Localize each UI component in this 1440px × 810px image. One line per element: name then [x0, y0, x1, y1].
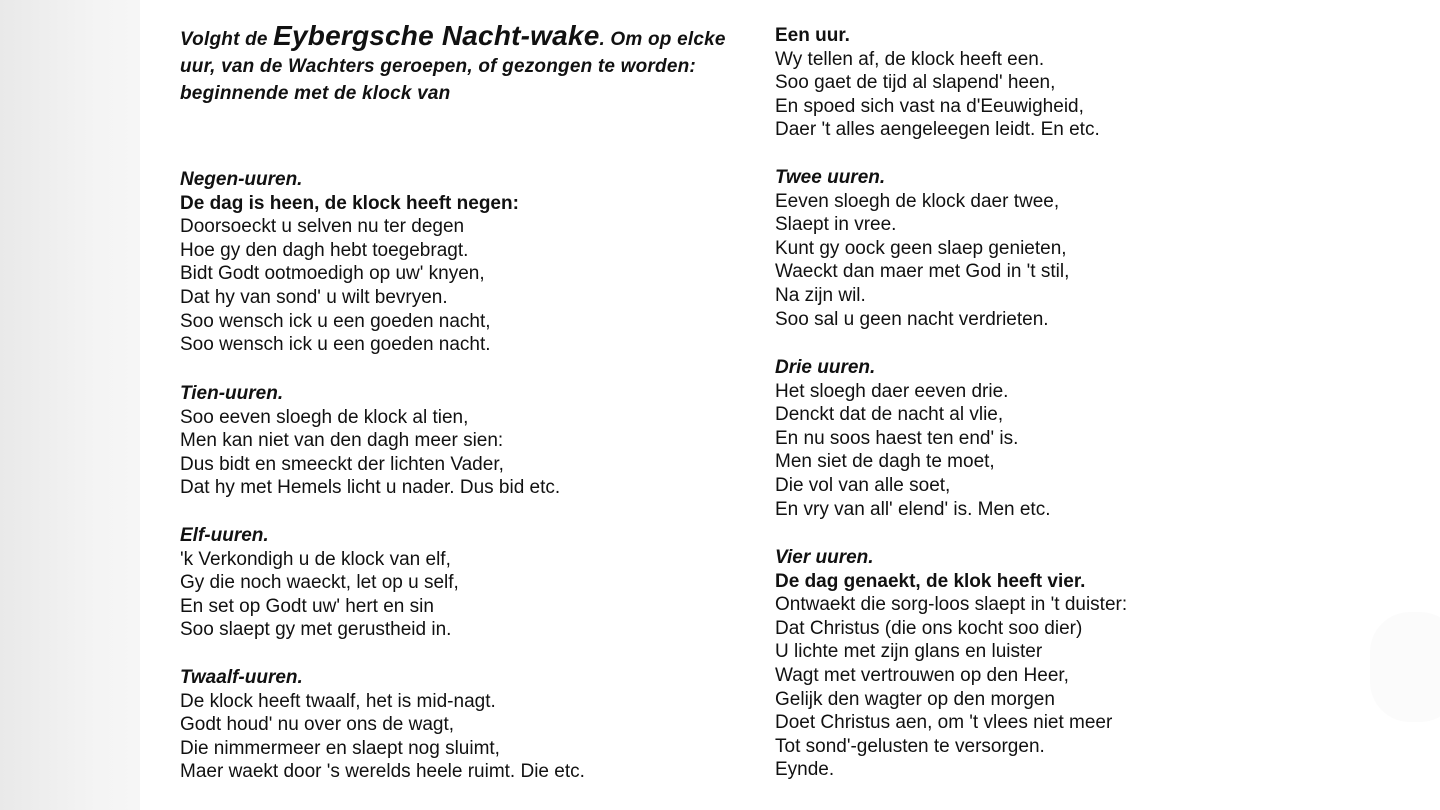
verse-line: Die vol van alle soet,: [775, 474, 951, 496]
verse-line: Doorsoeckt u selven nu ter degen: [180, 216, 465, 238]
intro-prefix: Volght de: [180, 29, 274, 50]
verse-elf-uuren: [180, 524, 459, 642]
verse-heading: Twee uuren.: [775, 167, 886, 188]
verse-heading: Twaalf-uuren.: [180, 667, 303, 688]
verse-line: De dag is heen, de klock heeft negen:: [180, 192, 519, 214]
verse-line: Wy tellen af, de klock heeft een.: [775, 48, 1045, 70]
verse-line: Kunt gy oock geen slaep genieten,: [775, 237, 1067, 259]
verse-line: De klock heeft twaalf, het is mid-nagt.: [180, 690, 496, 712]
verse-line: Soo sal u geen nacht verdrieten.: [775, 308, 1049, 330]
verse-tien-uuren: [180, 382, 560, 500]
verse-line: Die nimmermeer en slaept nog sluimt,: [180, 737, 500, 759]
verse-line: Godt houd' nu over ons de wagt,: [180, 714, 455, 736]
verse-line: Gelijk den wagter op den morgen: [775, 688, 1055, 710]
verse-line: En set op Godt uw' hert en sin: [180, 595, 434, 617]
page-smudge: [1370, 612, 1440, 722]
verse-line: Ontwaekt die sorg-loos slaept in 't duister:: [775, 594, 1128, 616]
intro-title: Eybergsche Nacht-wake: [273, 20, 600, 51]
verse-line: Bidt Godt ootmoedigh op uw' knyen,: [180, 263, 485, 285]
verse-line: Eeven sloegh de klock daer twee,: [775, 190, 1060, 212]
verse-line: Gy die noch waeckt, let op u self,: [180, 572, 459, 594]
verse-line: Maer waekt door 's werelds heele ruimt. Die etc.: [180, 761, 585, 783]
verse-line: Soo eeven sloegh de klock al tien,: [180, 406, 469, 428]
verse-line: Soo wensch ick u een goeden nacht,: [180, 310, 491, 332]
verse-line: Het sloegh daer eeven drie.: [775, 380, 1009, 402]
verse-een-uur: [775, 24, 1100, 142]
verse-heading: Tien-uuren.: [180, 383, 284, 404]
verse-negen-uuren: [180, 168, 519, 357]
verse-drie-uuren: [775, 356, 1051, 521]
verse-line: Doet Christus aen, om 't vlees niet meer: [775, 712, 1113, 734]
verse-line: Hoe gy den dagh hebt toegebragt.: [180, 239, 469, 261]
verse-line: Eynde.: [775, 759, 835, 781]
verse-line: Waeckt dan maer met God in 't stil,: [775, 261, 1070, 283]
verse-heading: Vier uuren.: [775, 547, 874, 568]
document-page: [140, 0, 1440, 810]
verse-heading: Een uur.: [775, 25, 850, 46]
verse-line: Dat hy met Hemels licht u nader. Dus bid etc.: [180, 477, 561, 499]
verse-line: Soo wensch ick u een goeden nacht.: [180, 334, 491, 356]
verse-line: U lichte met zijn glans en luister: [775, 641, 1043, 663]
verse-line: Wagt met vertrouwen op den Heer,: [775, 664, 1069, 686]
verse-line: Men kan niet van den dagh meer sien:: [180, 430, 504, 452]
verse-line: Daer 't alles aengeleegen leidt. En etc.: [775, 119, 1100, 141]
verse-line: Denckt dat de nacht al vlie,: [775, 404, 1004, 426]
verse-line: En vry van all' elend' is. Men etc.: [775, 498, 1051, 520]
verse-line: Slaept in vree.: [775, 214, 897, 236]
verse-line: 'k Verkondigh u de klock van elf,: [180, 548, 451, 570]
intro-subtitle: . Om op elcke uur, van de Wachters geroepen, of gezongen te worden: beginnende met de klock van: [180, 29, 726, 104]
verse-line: Tot sond'-gelusten te versorgen.: [775, 735, 1045, 757]
verse-line: Soo gaet de tijd al slapend' heen,: [775, 72, 1056, 94]
verse-line: En spoed sich vast na d'Eeuwigheid,: [775, 95, 1084, 117]
verse-heading: Negen-uuren.: [180, 169, 303, 190]
verse-line: De dag genaekt, de klok heeft vier.: [775, 570, 1086, 592]
verse-line: Na zijn wil.: [775, 284, 866, 306]
intro-heading: [180, 22, 740, 107]
verse-line: Dat hy van sond' u wilt bevryen.: [180, 286, 448, 308]
verse-line: Dus bidt en smeeckt der lichten Vader,: [180, 453, 504, 475]
verse-line: Dat Christus (die ons kocht soo dier): [775, 617, 1083, 639]
verse-heading: Elf-uuren.: [180, 525, 269, 546]
verse-line: En nu soos haest ten end' is.: [775, 427, 1019, 449]
verse-line: Soo slaept gy met gerustheid in.: [180, 619, 452, 641]
verse-vier-uuren: [775, 546, 1127, 782]
verse-twaalf-uuren: [180, 666, 585, 784]
verse-heading: Drie uuren.: [775, 357, 876, 378]
page-left-margin: [0, 0, 140, 810]
verse-twee-uuren: [775, 166, 1069, 331]
verse-line: Men siet de dagh te moet,: [775, 451, 995, 473]
